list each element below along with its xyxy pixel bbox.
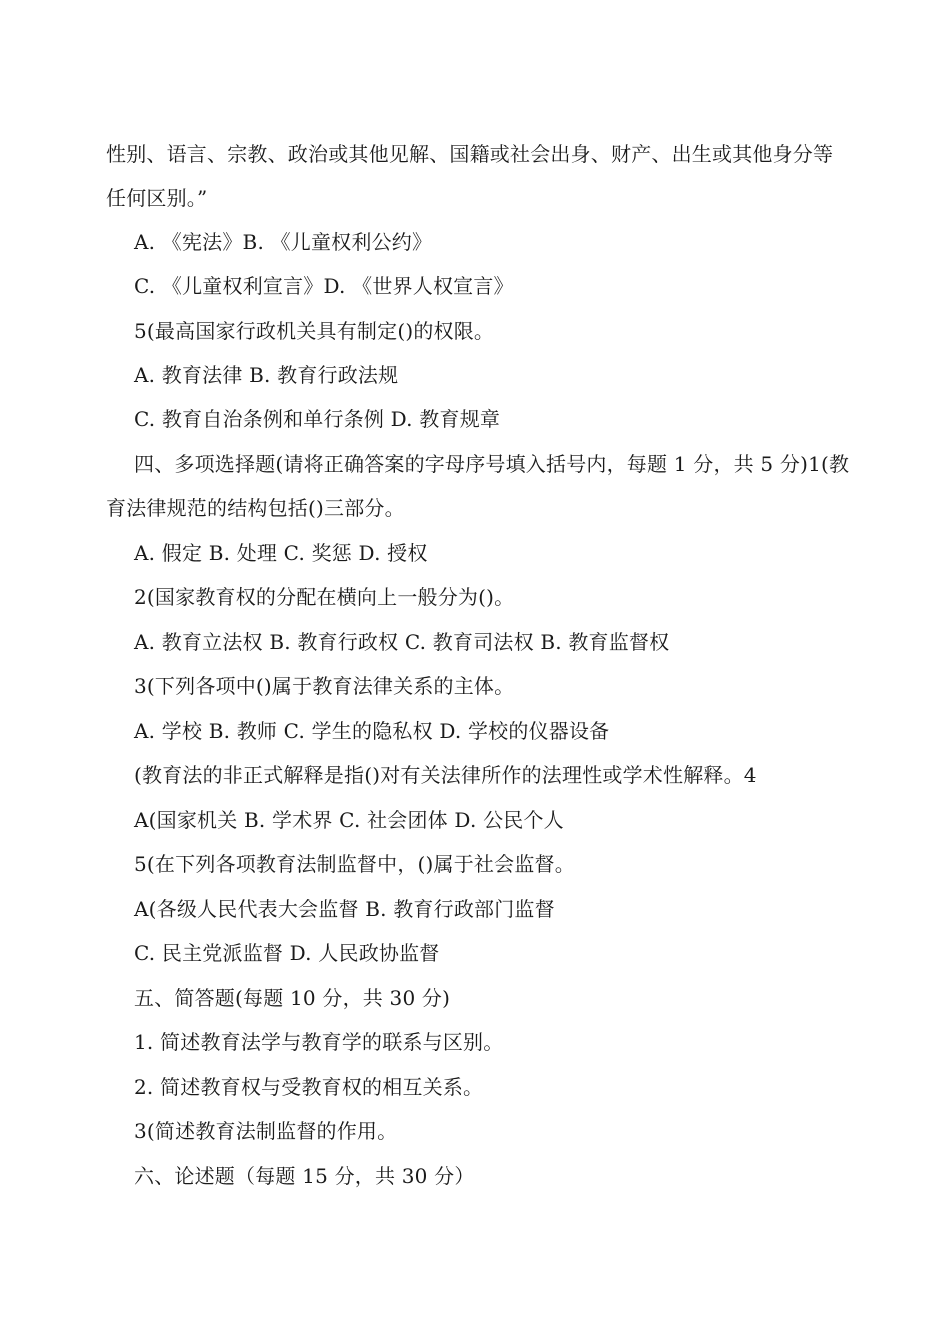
text-line: A. 假定 B. 处理 C. 奖惩 D. 授权 xyxy=(134,541,428,565)
text-line: C. 民主党派监督 D. 人民政协监督 xyxy=(134,941,440,965)
text-line: 2. 简述教育权与受教育权的相互关系。 xyxy=(134,1075,484,1099)
text-line: A. 教育立法权 B. 教育行政权 C. 教育司法权 B. 教育监督权 xyxy=(134,630,670,654)
section-heading: 六、论述题（每题 15 分，共 30 分） xyxy=(134,1164,475,1188)
text-line: 任何区别。” xyxy=(106,186,208,210)
section-heading: 四、多项选择题(请将正确答案的字母序号填入括号内，每题 1 分，共 5 分)1(教 xyxy=(134,452,850,476)
text-line: 3(下列各项中()属于教育法律关系的主体。 xyxy=(134,674,515,698)
text-line: 1. 简述教育法学与教育学的联系与区别。 xyxy=(134,1030,504,1054)
text-line: 5(最高国家行政机关具有制定()的权限。 xyxy=(134,319,495,343)
text-line: C. 《儿童权利宣言》D. 《世界人权宣言》 xyxy=(134,274,514,298)
text-line: 3(简述教育法制监督的作用。 xyxy=(134,1119,398,1143)
text-line: (教育法的非正式解释是指()对有关法律所作的法理性或学术性解释。4 xyxy=(134,763,757,787)
text-line: 2(国家教育权的分配在横向上一般分为()。 xyxy=(134,585,515,609)
section-heading: 五、简答题(每题 10 分，共 30 分) xyxy=(134,986,451,1010)
text-line: 性别、语言、宗教、政治或其他见解、国籍或社会出身、财产、出生或其他身分等 xyxy=(106,142,834,166)
text-line: C. 教育自治条例和单行条例 D. 教育规章 xyxy=(134,407,501,431)
text-line: A. 教育法律 B. 教育行政法规 xyxy=(134,363,399,387)
text-line: A(各级人民代表大会监督 B. 教育行政部门监督 xyxy=(134,897,555,921)
text-line: A. 学校 B. 教师 C. 学生的隐私权 D. 学校的仪器设备 xyxy=(134,719,610,743)
text-line: 5(在下列各项教育法制监督中，()属于社会监督。 xyxy=(134,852,575,876)
text-line: A. 《宪法》B. 《儿童权利公约》 xyxy=(134,230,433,254)
text-line: A(国家机关 B. 学术界 C. 社会团体 D. 公民个人 xyxy=(134,808,564,832)
text-line: 育法律规范的结构包括()三部分。 xyxy=(106,496,405,520)
